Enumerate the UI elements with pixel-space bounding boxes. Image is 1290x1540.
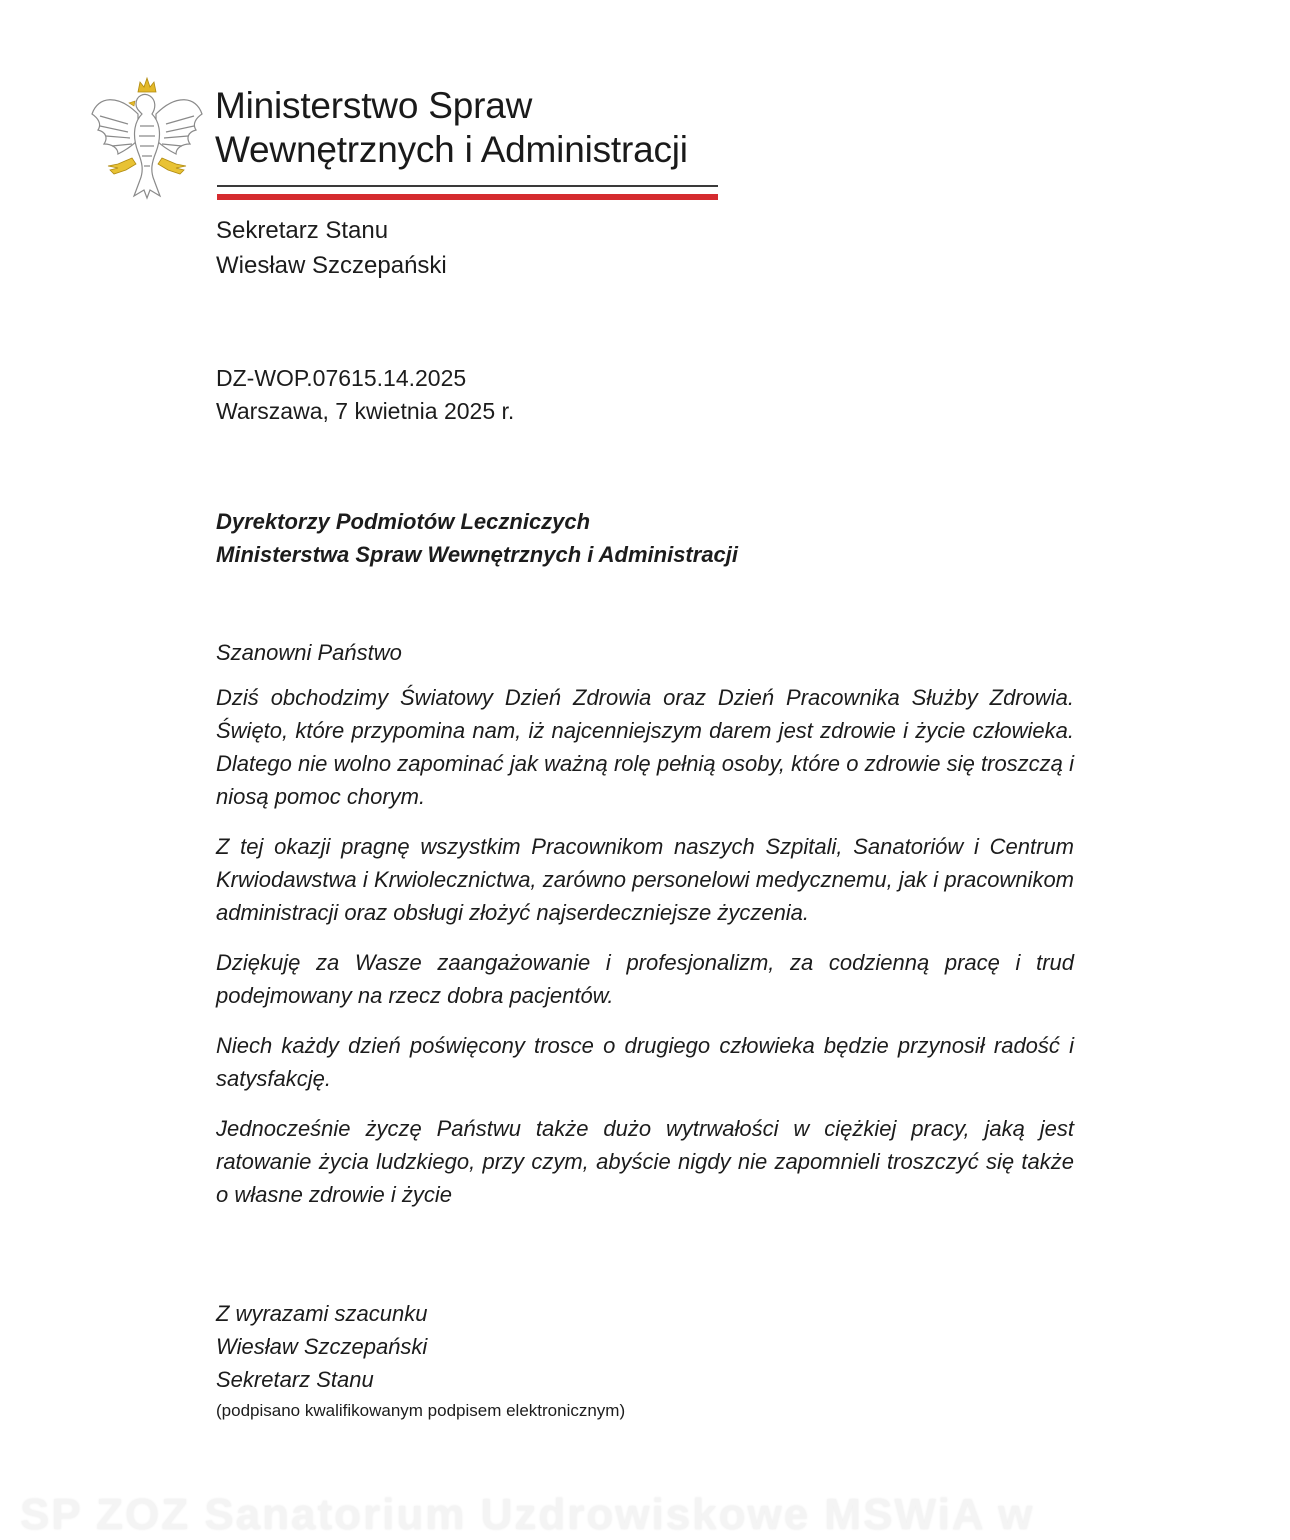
closing-name: Wiesław Szczepański (216, 1334, 428, 1359)
ministry-name (215, 84, 688, 172)
sender-block (216, 213, 447, 283)
salutation: Szanowni Państwo (216, 640, 402, 665)
body-paragraph: Z tej okazji pragnę wszystkim Pracownikom naszych Szpitali, Sanatoriów i Centrum Krwiodawstwa i Krwiolecznictwa, zarówno personelowi medycznemu, jak i pracownikom administracji oraz obsługi złożyć najserdeczniejsze życzenia. (216, 834, 1074, 925)
recipient-line2: Ministerstwa Spraw Wewnętrznych i Administracji (216, 542, 739, 567)
letterhead-divider-thin (217, 185, 718, 187)
ministry-name-line2: Wewnętrznych i Administracji (215, 129, 688, 170)
signature-note: (podpisano kwalifikowanym podpisem elektronicznym) (216, 1401, 626, 1420)
letterhead-divider-red (217, 194, 718, 200)
recipient-line1: Dyrektorzy Podmiotów Leczniczych (216, 509, 591, 534)
closing-title: Sekretarz Stanu (216, 1367, 374, 1392)
sender-name: Wiesław Szczepański (216, 252, 447, 279)
body-paragraph: Jednocześnie życzę Państwu także dużo wytrwałości w ciężkiej pracy, jaką jest ratowanie życia ludzkiego, przy czym, abyście nigdy nie zapomnieli troszczyć się także o własne zdrowie i życie (216, 1116, 1074, 1207)
reference-number: DZ-WOP.07615.14.2025 (216, 365, 467, 391)
watermark: SP ZOZ Sanatorium Uzdrowiskowe MSWiA w (20, 1490, 1035, 1539)
closing-regards: Z wyrazami szacunku (216, 1301, 428, 1326)
reference-block (216, 362, 514, 428)
ministry-name-line1: Ministerstwo Spraw (215, 85, 533, 126)
place-and-date: Warszawa, 7 kwietnia 2025 r. (216, 398, 515, 424)
closing-block (216, 1297, 428, 1396)
recipient-block (216, 505, 738, 571)
body-paragraph: Dziękuję za Wasze zaangażowanie i profesjonalizm, za codzienną pracę i trud podejmowany na rzecz dobra pacjentów. (216, 950, 1074, 1008)
sender-title: Sekretarz Stanu (216, 217, 389, 244)
body-paragraph: Dziś obchodzimy Światowy Dzień Zdrowia oraz Dzień Pracownika Służby Zdrowia. Święto, które przypomina nam, iż najcenniejszym darem jest zdrowie i życie człowieka. Dlatego nie wolno zapominać jak ważną rolę pełnią osoby, które o zdrowie się troszczą i niosą pomoc chorym. (216, 685, 1074, 809)
polish-eagle-emblem-icon (88, 74, 206, 200)
letter-body (216, 636, 1074, 1228)
body-paragraph: Niech każdy dzień poświęcony trosce o drugiego człowieka będzie przynosił radość i satysfakcję. (216, 1033, 1074, 1091)
